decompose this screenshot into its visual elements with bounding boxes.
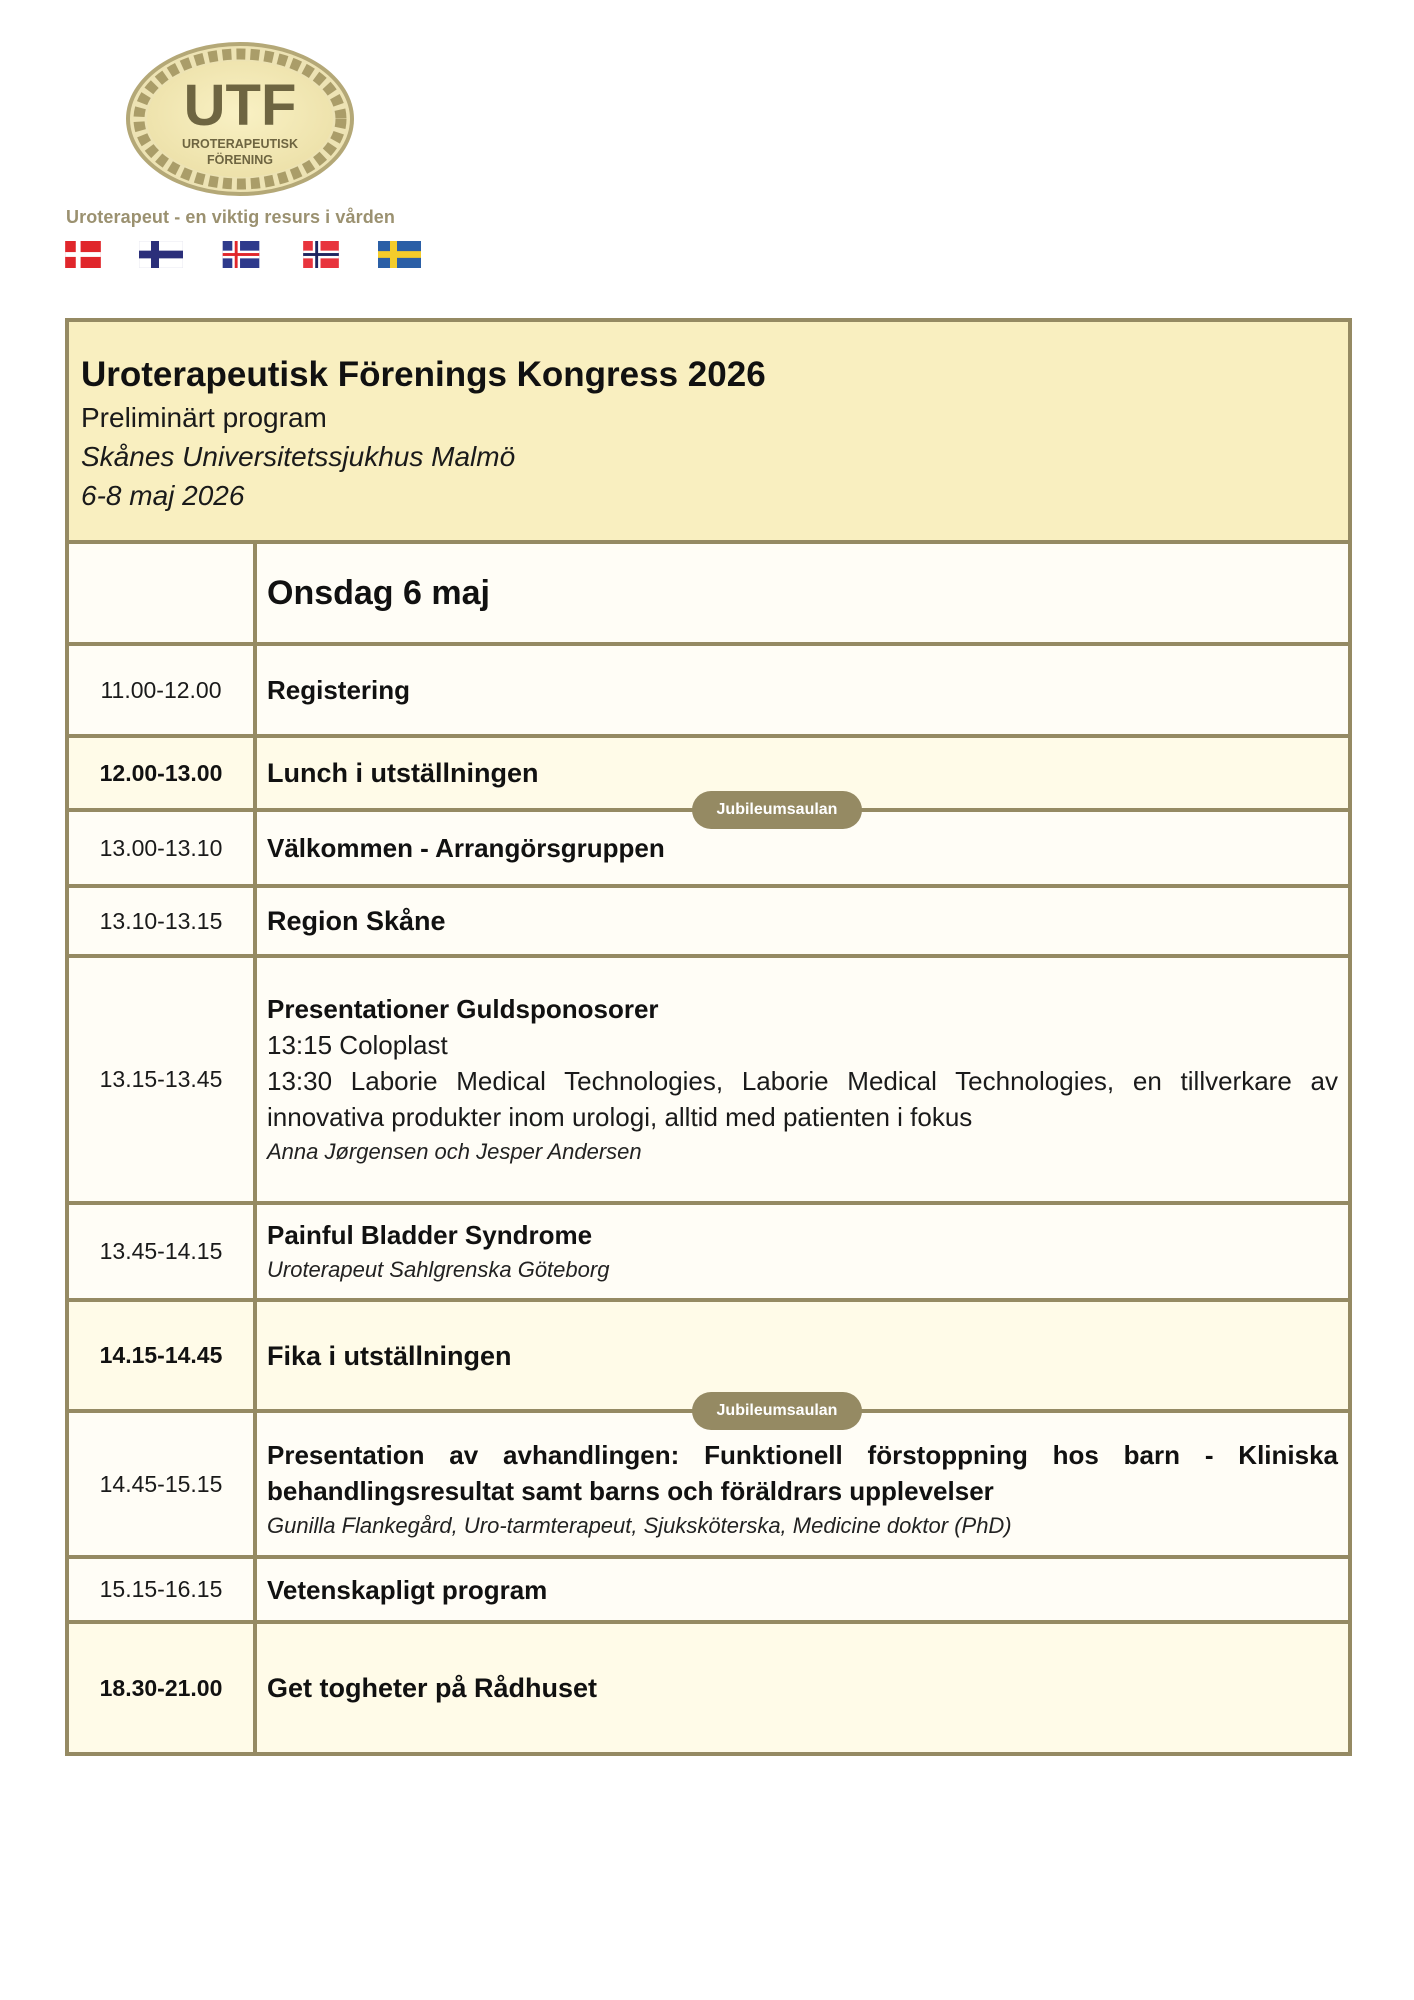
time-cell: 13.00-13.10 (69, 812, 257, 884)
time-cell: 11.00-12.00 (69, 646, 257, 734)
day-heading: Onsdag 6 maj (267, 574, 490, 612)
denmark-flag-icon (64, 241, 102, 268)
table-row (69, 1624, 1348, 1752)
session-title: Fika i utställningen (267, 1340, 512, 1371)
session-detail: 13:15 Coloplast (267, 1029, 448, 1060)
table-row (69, 738, 1348, 818)
speaker: Uroterapeut Sahlgrenska Göteborg (267, 1256, 610, 1282)
program-header (69, 322, 1348, 544)
session-title: Lunch i utställningen (267, 758, 539, 788)
table-row (69, 1205, 1348, 1302)
time-cell: 14.15-14.45 (69, 1302, 257, 1409)
tagline: Uroterapeut - en viktig resurs i vården (66, 207, 395, 227)
logo-line1: UROTERAPEUTISK (182, 137, 298, 151)
utf-logo (124, 40, 356, 198)
session-title: Vetenskapligt program (267, 1574, 548, 1605)
program-table (65, 318, 1352, 1756)
session-title: Get togheter på Rådhuset (267, 1673, 598, 1703)
session-detail: 13:30 Laborie Medical Technologies, Laborie Medical Technologies, en tillverkare av innovativa produkter inom urologi, alltid med patienten i fokus (267, 1065, 1338, 1132)
table-row (69, 646, 1348, 738)
table-row (69, 1559, 1348, 1624)
dates: 6-8 maj 2026 (81, 480, 245, 511)
program-subtitle: Preliminärt program (81, 402, 327, 433)
logo-initials: UTF (183, 73, 297, 138)
speaker: Gunilla Flankegård, Uro-tarmterapeut, Sjuksköterska, Medicine doktor (PhD) (267, 1513, 1012, 1538)
time-cell: 13.45-14.15 (69, 1205, 257, 1298)
norway-flag-icon (302, 241, 340, 268)
session-title: Presentation av avhandlingen: Funktionell förstoppning hos barn - Kliniska behandlingsresultat samt barns och föräldrars upplevelser (267, 1440, 1338, 1506)
time-cell: 13.15-13.45 (69, 958, 257, 1201)
logo-line2: FÖRENING (207, 153, 273, 167)
session-title: Painful Bladder Syndrome (267, 1219, 593, 1250)
location-badge: Jubileumsaulan (692, 1392, 862, 1430)
time-cell-empty (69, 544, 257, 642)
session-title: Välkommen - Arrangörsgruppen (267, 833, 665, 863)
session-title: Region Skåne (267, 906, 446, 936)
venue: Skånes Universitetssjukhus Malmö (81, 441, 516, 472)
time-cell: 14.45-15.15 (69, 1413, 257, 1555)
congress-title: Uroterapeutisk Förenings Kongress 2026 (81, 355, 766, 394)
time-cell: 12.00-13.00 (69, 738, 257, 808)
time-cell: 18.30-21.00 (69, 1624, 257, 1752)
location-badge: Jubileumsaulan (692, 791, 862, 829)
sweden-flag-icon (378, 241, 421, 268)
day-row (69, 544, 1348, 646)
iceland-flag-icon (222, 241, 260, 268)
speaker: Anna Jørgensen och Jesper Andersen (267, 1138, 642, 1164)
table-row (69, 958, 1348, 1205)
table-row (69, 888, 1348, 958)
session-title: Registering (267, 675, 411, 705)
session-title: Presentationer Guldsponosorer (267, 993, 659, 1024)
finland-flag-icon (139, 241, 183, 268)
time-cell: 15.15-16.15 (69, 1559, 257, 1620)
table-row (69, 1413, 1348, 1559)
time-cell: 13.10-13.15 (69, 888, 257, 954)
table-row (69, 1302, 1348, 1419)
